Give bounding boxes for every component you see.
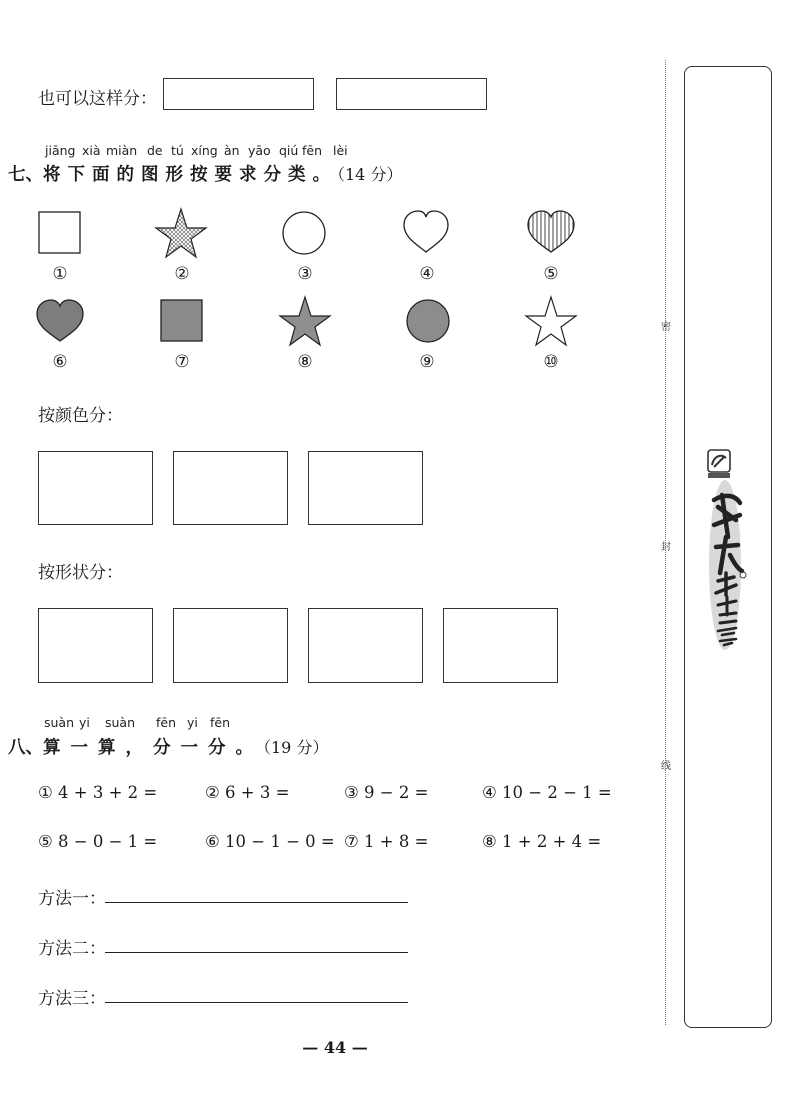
by-shape-label: 按形状分：	[38, 563, 123, 583]
pinyin: xià	[82, 143, 101, 158]
method-answer-line-3[interactable]	[105, 1002, 408, 1003]
color-answer-box-1[interactable]	[38, 451, 153, 525]
pinyin: yi	[187, 715, 198, 730]
section-number: 八、	[8, 738, 43, 758]
square-outline-shape	[39, 212, 80, 253]
problem: ② 6 + 3 =	[205, 783, 290, 802]
circle-gray-shape	[407, 300, 449, 342]
section-title: 算一算，分一分。	[43, 738, 263, 758]
shape-label: ②	[174, 264, 190, 284]
section-title: 将下面的图形按要求分类。	[43, 165, 337, 185]
color-answer-box-3[interactable]	[308, 451, 423, 525]
page-number: — 44 —	[302, 1038, 368, 1057]
pinyin: fēn	[156, 715, 177, 730]
shape-label: ⑥	[52, 352, 68, 372]
shape-label: ④	[419, 264, 435, 284]
problem: ⑥ 10 − 1 − 0 =	[205, 832, 335, 851]
shape-label: ⑩	[543, 352, 559, 372]
problem: ④ 10 − 2 − 1 =	[482, 783, 612, 802]
circle-outline-shape	[283, 212, 325, 254]
shape-label: ⑦	[174, 352, 190, 372]
split-label: 也可以这样分：	[38, 89, 157, 109]
shape-answer-box-3[interactable]	[308, 608, 423, 683]
pinyin: lèi	[333, 143, 348, 158]
square-gray-shape	[161, 300, 202, 341]
method-answer-line-2[interactable]	[105, 952, 408, 953]
shape-label: ⑧	[297, 352, 313, 372]
pinyin: fēn	[210, 715, 231, 730]
method-label: 方法一：	[38, 889, 106, 909]
binding-mark-top: 密	[661, 322, 671, 333]
pinyin: yāo	[248, 143, 271, 158]
binding-mark-middle: 封	[661, 542, 671, 553]
heart-gray-shape	[37, 300, 83, 341]
by-color-label: 按颜色分：	[38, 406, 123, 426]
problem: ① 4 + 3 + 2 =	[38, 783, 158, 802]
section-score: （19 分）	[263, 738, 329, 757]
method-label: 方法三：	[38, 989, 106, 1009]
pinyin: tú	[171, 143, 184, 158]
pinyin: miàn	[106, 143, 138, 158]
problem: ③ 9 − 2 =	[344, 783, 429, 802]
pinyin: qiú	[279, 143, 299, 158]
shape-label: ③	[297, 264, 313, 284]
pinyin: àn	[224, 143, 240, 158]
pinyin: de	[147, 143, 163, 158]
star-hatched-shape	[156, 209, 206, 257]
answer-box-split-2[interactable]	[336, 78, 487, 110]
pinyin: jiāng	[45, 143, 76, 158]
shape-answer-box-4[interactable]	[443, 608, 558, 683]
heart-outline-shape	[404, 211, 448, 252]
shape-label: ⑨	[419, 352, 435, 372]
shape-label: ⑤	[543, 264, 559, 284]
section-score: （14 分）	[337, 165, 403, 184]
shape-label: ①	[52, 264, 68, 284]
shape-answer-box-1[interactable]	[38, 608, 153, 683]
problem: ⑤ 8 − 0 − 1 =	[38, 832, 158, 851]
section8-heading	[8, 734, 328, 759]
section7-heading	[8, 161, 402, 186]
pinyin: yi	[79, 715, 90, 730]
answer-box-split-1[interactable]	[163, 78, 314, 110]
problem: ⑦ 1 + 8 =	[344, 832, 429, 851]
binding-mark-bottom: 线	[661, 761, 671, 772]
method-answer-line-1[interactable]	[105, 902, 408, 903]
brand-logo-icon	[700, 445, 756, 655]
pinyin: fēn	[302, 143, 323, 158]
pinyin: suàn	[105, 715, 136, 730]
color-answer-box-2[interactable]	[173, 451, 288, 525]
pinyin: suàn	[44, 715, 75, 730]
star-outline-shape	[526, 297, 576, 345]
method-label: 方法二：	[38, 939, 106, 959]
section-number: 七、	[8, 165, 43, 185]
shape-answer-box-2[interactable]	[173, 608, 288, 683]
problem: ⑧ 1 + 2 + 4 =	[482, 832, 602, 851]
star-gray-shape	[280, 297, 330, 345]
heart-striped-shape	[528, 211, 574, 252]
pinyin: xíng	[191, 143, 218, 158]
